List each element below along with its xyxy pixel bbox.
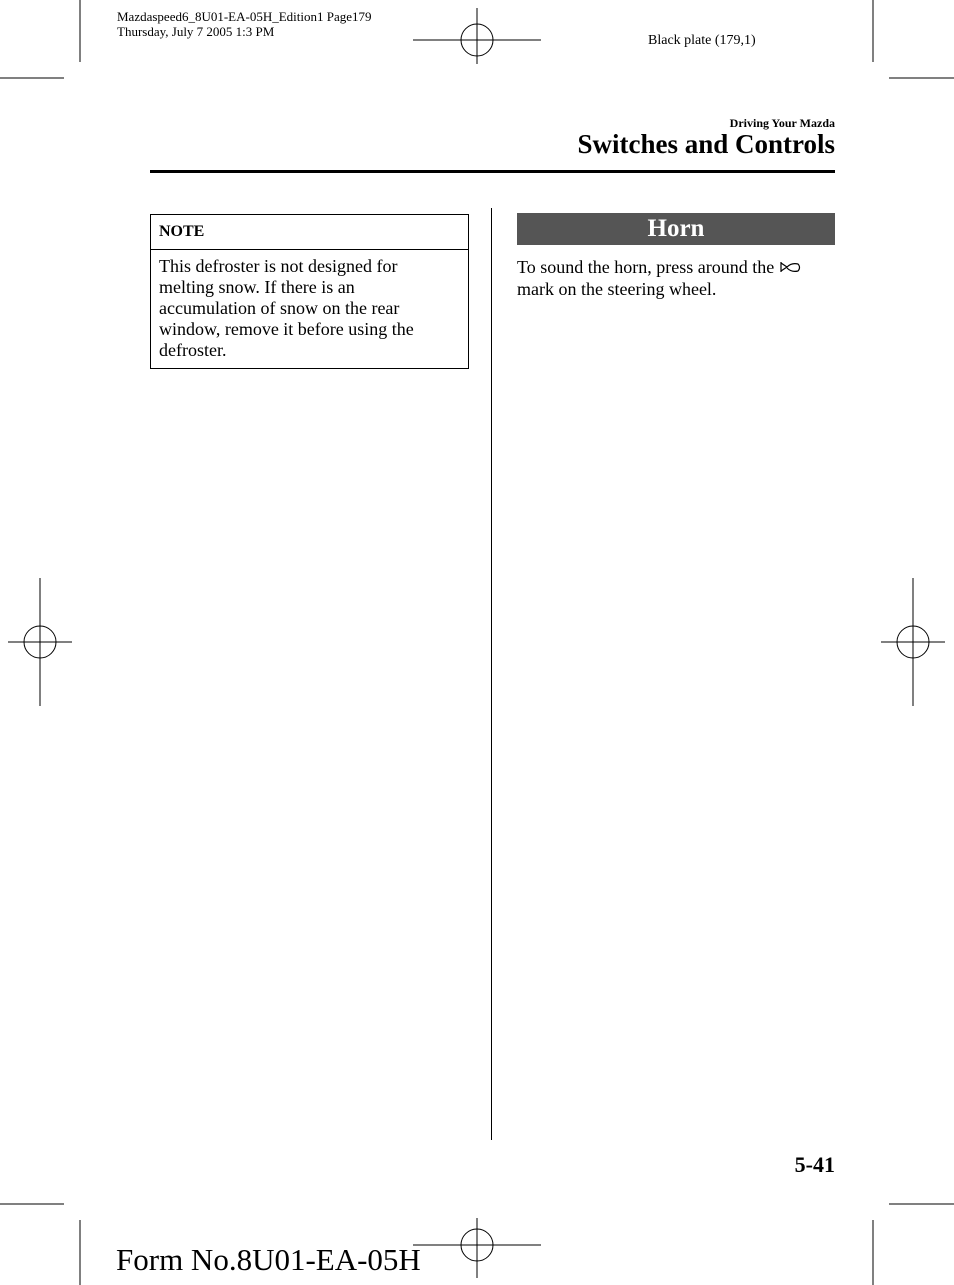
page-number: 5-41 bbox=[794, 1152, 835, 1177]
note-line: This defroster is not designed for bbox=[159, 256, 398, 276]
print-date-line: Thursday, July 7 2005 1:3 PM bbox=[117, 24, 275, 39]
note-line: window, remove it before using the bbox=[159, 319, 414, 339]
horn-heading: Horn bbox=[517, 213, 835, 245]
horn-text-after: mark on the steering wheel. bbox=[517, 279, 717, 300]
plate-label: Black plate (179,1) bbox=[648, 33, 756, 48]
note-box bbox=[150, 214, 469, 369]
horn-icon bbox=[779, 258, 801, 279]
note-line: melting snow. If there is an bbox=[159, 277, 355, 297]
print-info bbox=[117, 9, 372, 39]
print-file-line: Mazdaspeed6_8U01-EA-05H_Edition1 Page179 bbox=[117, 9, 372, 24]
form-number: Form No.8U01-EA-05H bbox=[116, 1242, 421, 1277]
horn-text-before: To sound the horn, press around the bbox=[517, 257, 775, 277]
note-line: defroster. bbox=[159, 340, 227, 360]
note-body bbox=[151, 250, 468, 361]
note-line: accumulation of snow on the rear bbox=[159, 298, 400, 318]
horn-description bbox=[517, 257, 835, 300]
page-title: Switches and Controls bbox=[577, 129, 835, 159]
section-label: Driving Your Mazda bbox=[729, 116, 835, 130]
title-rule bbox=[150, 170, 835, 173]
column-divider bbox=[491, 208, 492, 1140]
note-heading: NOTE bbox=[151, 215, 468, 250]
